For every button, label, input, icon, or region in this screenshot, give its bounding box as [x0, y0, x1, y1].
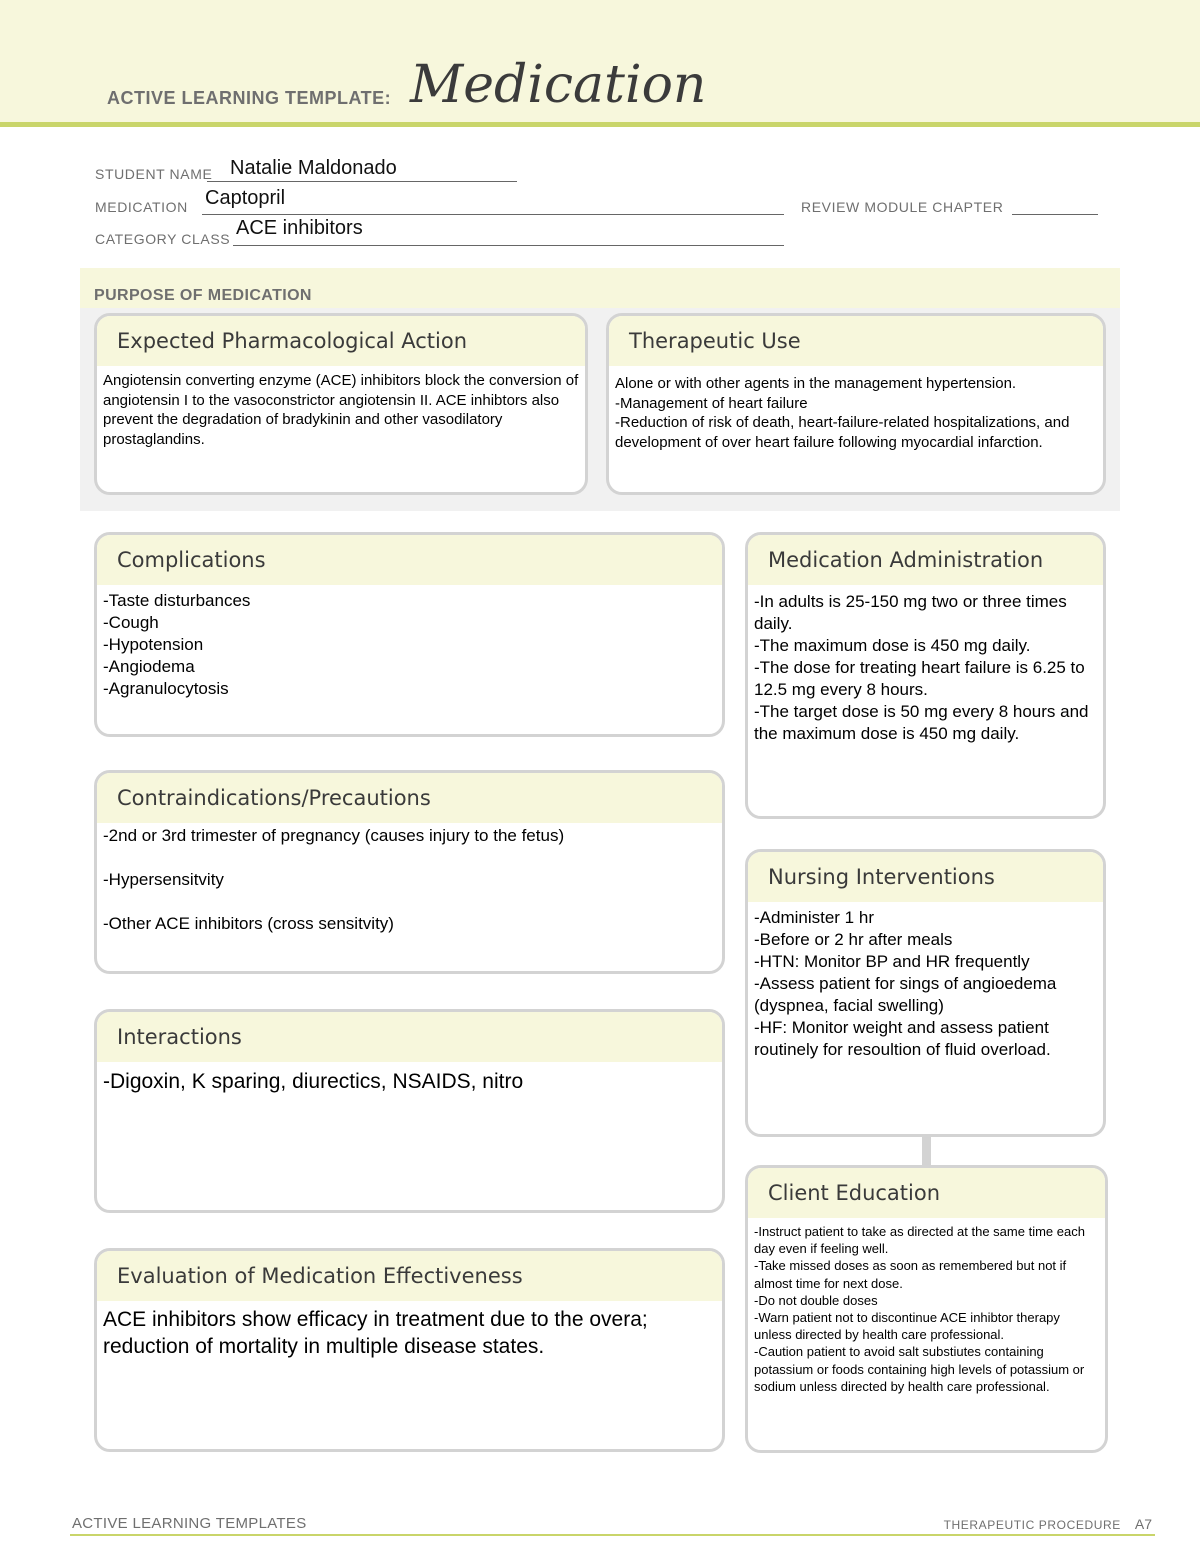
- expected-action-card: [94, 313, 588, 495]
- student-name-line: [207, 181, 517, 182]
- evaluation-body[interactable]: ACE inhibitors show efficacy in treatment due to the overa; reduction of mortality in multiple disease states.: [103, 1308, 648, 1358]
- client-education-title: Client Education: [748, 1168, 1105, 1218]
- category-class-line: [233, 245, 784, 246]
- review-module-line[interactable]: [1012, 214, 1098, 215]
- therapeutic-use-title: Therapeutic Use: [609, 316, 1103, 366]
- evaluation-card: [94, 1248, 725, 1452]
- purpose-label: PURPOSE OF MEDICATION: [94, 287, 312, 304]
- student-name-value[interactable]: Natalie Maldonado: [230, 157, 397, 179]
- expected-action-title: Expected Pharmacological Action: [97, 316, 585, 366]
- interactions-title: Interactions: [97, 1012, 722, 1062]
- footer-right: [944, 1516, 1152, 1532]
- contraindications-body[interactable]: -2nd or 3rd trimester of pregnancy (causes injury to the fetus) -Hypersensitvity -Other ACE inhibitors (cross sensitvity): [103, 826, 565, 933]
- connector-bar: [922, 1137, 931, 1165]
- page-title: Medication: [410, 55, 707, 115]
- administration-title: Medication Administration: [748, 535, 1103, 585]
- footer-rule: [70, 1534, 1155, 1536]
- complications-title: Complications: [97, 535, 722, 585]
- nursing-interventions-body[interactable]: -Administer 1 hr -Before or 2 hr after meals -HTN: Monitor BP and HR frequently -Assess patient for sings of angioedema (dyspnea, facial swelling) -HF: Monitor weight and assess patient routinely for resoultion of fluid overload.: [754, 908, 1057, 1059]
- interactions-card: [94, 1009, 725, 1213]
- therapeutic-use-body[interactable]: Alone or with other agents in the management hypertension. -Management of heart failure -Reduction of risk of death, heart-failure-related hospitalizations, and development of over heart failure following myocardial infarction.: [615, 375, 1070, 451]
- nursing-interventions-title: Nursing Interventions: [748, 852, 1103, 902]
- category-class-label: CATEGORY CLASS: [95, 231, 231, 247]
- nursing-interventions-card: [745, 849, 1106, 1137]
- category-class-value[interactable]: ACE inhibitors: [236, 217, 363, 239]
- evaluation-title: Evaluation of Medication Effectiveness: [97, 1251, 722, 1301]
- footer-right-label: THERAPEUTIC PROCEDURE: [943, 1518, 1121, 1532]
- expected-action-body[interactable]: Angiotensin converting enzyme (ACE) inhibitors block the conversion of angiotensin I to the vasoconstrictor angiotensin II. ACE inhibtors also prevent the degradation of bradykinin and other vasodilatory prostaglandins.: [103, 372, 579, 448]
- page-number: A7: [1134, 1516, 1152, 1532]
- complications-body[interactable]: -Taste disturbances -Cough -Hypotension -Angiodema -Agranulocytosis: [103, 591, 251, 698]
- template-label: ACTIVE LEARNING TEMPLATE:: [107, 88, 392, 108]
- student-name-label: STUDENT NAME: [95, 166, 213, 182]
- client-education-card: [745, 1165, 1108, 1453]
- interactions-body[interactable]: -Digoxin, K sparing, diurectics, NSAIDS, nitro: [103, 1070, 524, 1093]
- contraindications-card: [94, 770, 725, 974]
- client-education-body[interactable]: -Instruct patient to take as directed at the same time each day even if feeling well. -Take missed doses as soon as remembered but not if almost time for next dose. -Do not double doses -Warn patient not to discontinue ACE inhibtor therapy unless directed by health care professional. -Caution patient to avoid salt substiutes containing potassium or foods containing high levels of potassium or sodium unless directed by health care professional.: [754, 1224, 1085, 1394]
- contraindications-title: Contraindications/Precautions: [97, 773, 722, 823]
- medication-line: [202, 214, 784, 215]
- medication-value[interactable]: Captopril: [205, 187, 286, 209]
- review-module-label: REVIEW MODULE CHAPTER: [801, 199, 1004, 215]
- administration-body[interactable]: -In adults is 25-150 mg two or three times daily. -The maximum dose is 450 mg daily. -The dose for treating heart failure is 6.25 to 12.5 mg every 8 hours. -The target dose is 50 mg every 8 hours and the maximum dose is 450 mg daily.: [754, 592, 1089, 743]
- footer-left-label: ACTIVE LEARNING TEMPLATES: [72, 1515, 307, 1532]
- therapeutic-use-card: [606, 313, 1106, 495]
- medication-label: MEDICATION: [95, 199, 188, 215]
- administration-card: [745, 532, 1106, 819]
- complications-card: [94, 532, 725, 737]
